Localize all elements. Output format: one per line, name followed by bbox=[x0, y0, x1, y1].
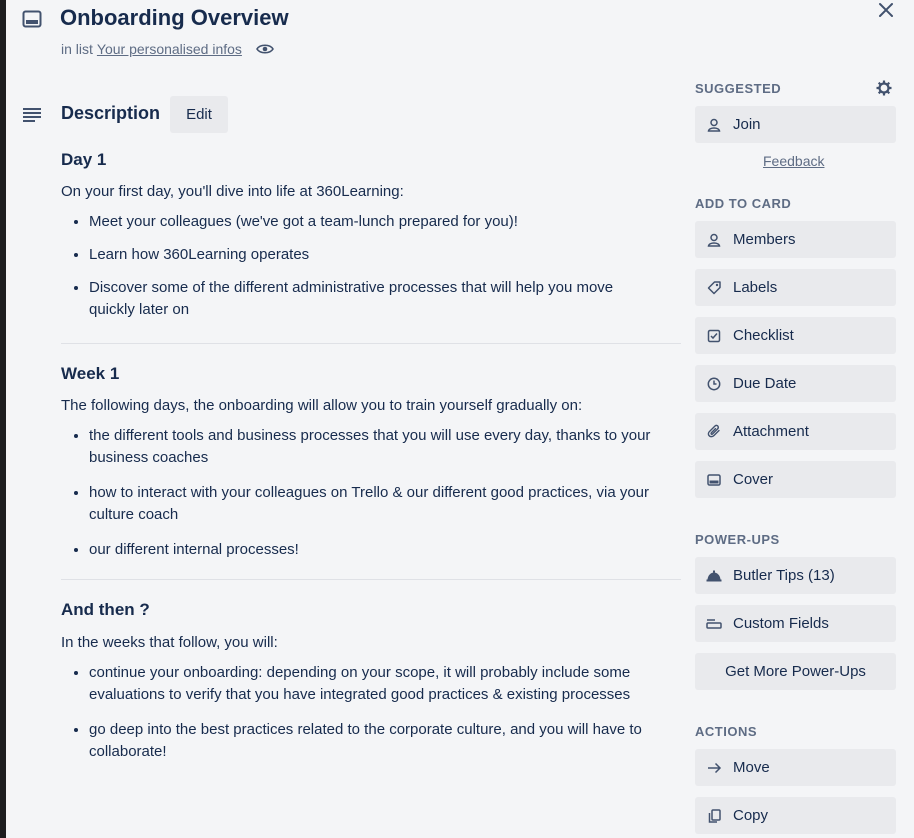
labels-button[interactable] bbox=[695, 269, 896, 306]
attachment-label: Attachment bbox=[733, 423, 809, 440]
edit-description-button[interactable]: Edit bbox=[170, 96, 228, 133]
list-item: • Learn how 360Learning operates bbox=[89, 244, 681, 266]
join-button[interactable] bbox=[695, 106, 896, 143]
list-item: • Discover some of the different administrative processes that will help you move quickly later on bbox=[89, 277, 649, 321]
custom-fields-label: Custom Fields bbox=[733, 615, 829, 632]
description-content bbox=[61, 150, 681, 763]
actions-label: ACTIONS bbox=[695, 724, 757, 739]
list-breadcrumb bbox=[61, 41, 274, 57]
custom-fields-button[interactable] bbox=[695, 605, 896, 642]
list-link[interactable]: Your personalised infos bbox=[96, 41, 242, 57]
section-heading: Day 1 bbox=[61, 150, 107, 169]
description-heading: Description bbox=[61, 103, 161, 123]
cover-icon bbox=[706, 472, 722, 488]
divider bbox=[61, 343, 681, 344]
copy-button[interactable] bbox=[695, 797, 896, 834]
section-list bbox=[61, 425, 681, 561]
custom-fields-icon bbox=[706, 616, 722, 632]
paperclip-icon bbox=[706, 424, 722, 440]
labels-label: Labels bbox=[733, 279, 778, 296]
butler-tips-label: Butler Tips (13) bbox=[733, 567, 835, 584]
cover-label: Cover bbox=[733, 471, 774, 488]
powerups-label: POWER-UPS bbox=[695, 532, 780, 547]
list-item: • the different tools and business processes that you will use every day, thanks to your business coaches bbox=[89, 425, 669, 469]
arrow-right-icon bbox=[706, 760, 722, 776]
divider bbox=[61, 579, 681, 580]
person-icon bbox=[706, 232, 722, 248]
get-more-powerups-button[interactable]: Get More Power-Ups bbox=[695, 653, 896, 690]
card-title[interactable]: Onboarding Overview bbox=[60, 5, 289, 30]
list-item: • our different internal processes! bbox=[89, 539, 681, 561]
add-to-card-label: ADD TO CARD bbox=[695, 196, 792, 211]
list-item: • go deep into the best practices related to the corporate culture, and you will have to collaborate! bbox=[89, 719, 679, 763]
copy-icon bbox=[706, 808, 722, 824]
card-icon bbox=[22, 10, 42, 28]
section-heading: And then ? bbox=[61, 600, 150, 619]
move-button[interactable] bbox=[695, 749, 896, 786]
section-heading: Week 1 bbox=[61, 364, 120, 383]
eye-icon bbox=[256, 43, 274, 55]
section-list bbox=[61, 662, 681, 763]
section-intro: On your first day, you'll dive into life at 360Learning: bbox=[61, 183, 404, 200]
due-date-button[interactable] bbox=[695, 365, 896, 402]
section-intro: In the weeks that follow, you will: bbox=[61, 634, 278, 651]
cover-button[interactable] bbox=[695, 461, 896, 498]
in-list-prefix: in list bbox=[61, 41, 93, 57]
attachment-button[interactable] bbox=[695, 413, 896, 450]
tag-icon bbox=[706, 280, 722, 296]
join-label: Join bbox=[733, 116, 761, 133]
list-item: • Meet your colleagues (we've got a team-lunch prepared for you)! bbox=[89, 211, 681, 233]
section-intro: The following days, the onboarding will allow you to train yourself gradually on: bbox=[61, 397, 583, 414]
checklist-label: Checklist bbox=[733, 327, 794, 344]
close-icon[interactable] bbox=[876, 0, 896, 20]
members-label: Members bbox=[733, 231, 796, 248]
person-icon bbox=[706, 117, 722, 133]
butler-tips-button[interactable] bbox=[695, 557, 896, 594]
window-edge bbox=[0, 0, 6, 838]
butler-icon bbox=[706, 568, 722, 584]
members-button[interactable] bbox=[695, 221, 896, 258]
copy-label: Copy bbox=[733, 807, 769, 824]
suggested-label: SUGGESTED bbox=[695, 81, 782, 96]
section-list bbox=[61, 211, 681, 321]
move-label: Move bbox=[733, 759, 770, 776]
checklist-icon bbox=[706, 328, 722, 344]
due-date-label: Due Date bbox=[733, 375, 797, 392]
feedback-link[interactable]: Feedback bbox=[763, 153, 825, 169]
list-item: • continue your onboarding: depending on your scope, it will probably include some evaluations to verify that you have integrated good practices & existing processes bbox=[89, 662, 679, 706]
description-icon bbox=[22, 107, 42, 123]
checklist-button[interactable] bbox=[695, 317, 896, 354]
clock-icon bbox=[706, 376, 722, 392]
gear-icon[interactable] bbox=[876, 80, 892, 96]
list-item: • how to interact with your colleagues on Trello & our different good practices, via your culture coach bbox=[89, 482, 669, 526]
